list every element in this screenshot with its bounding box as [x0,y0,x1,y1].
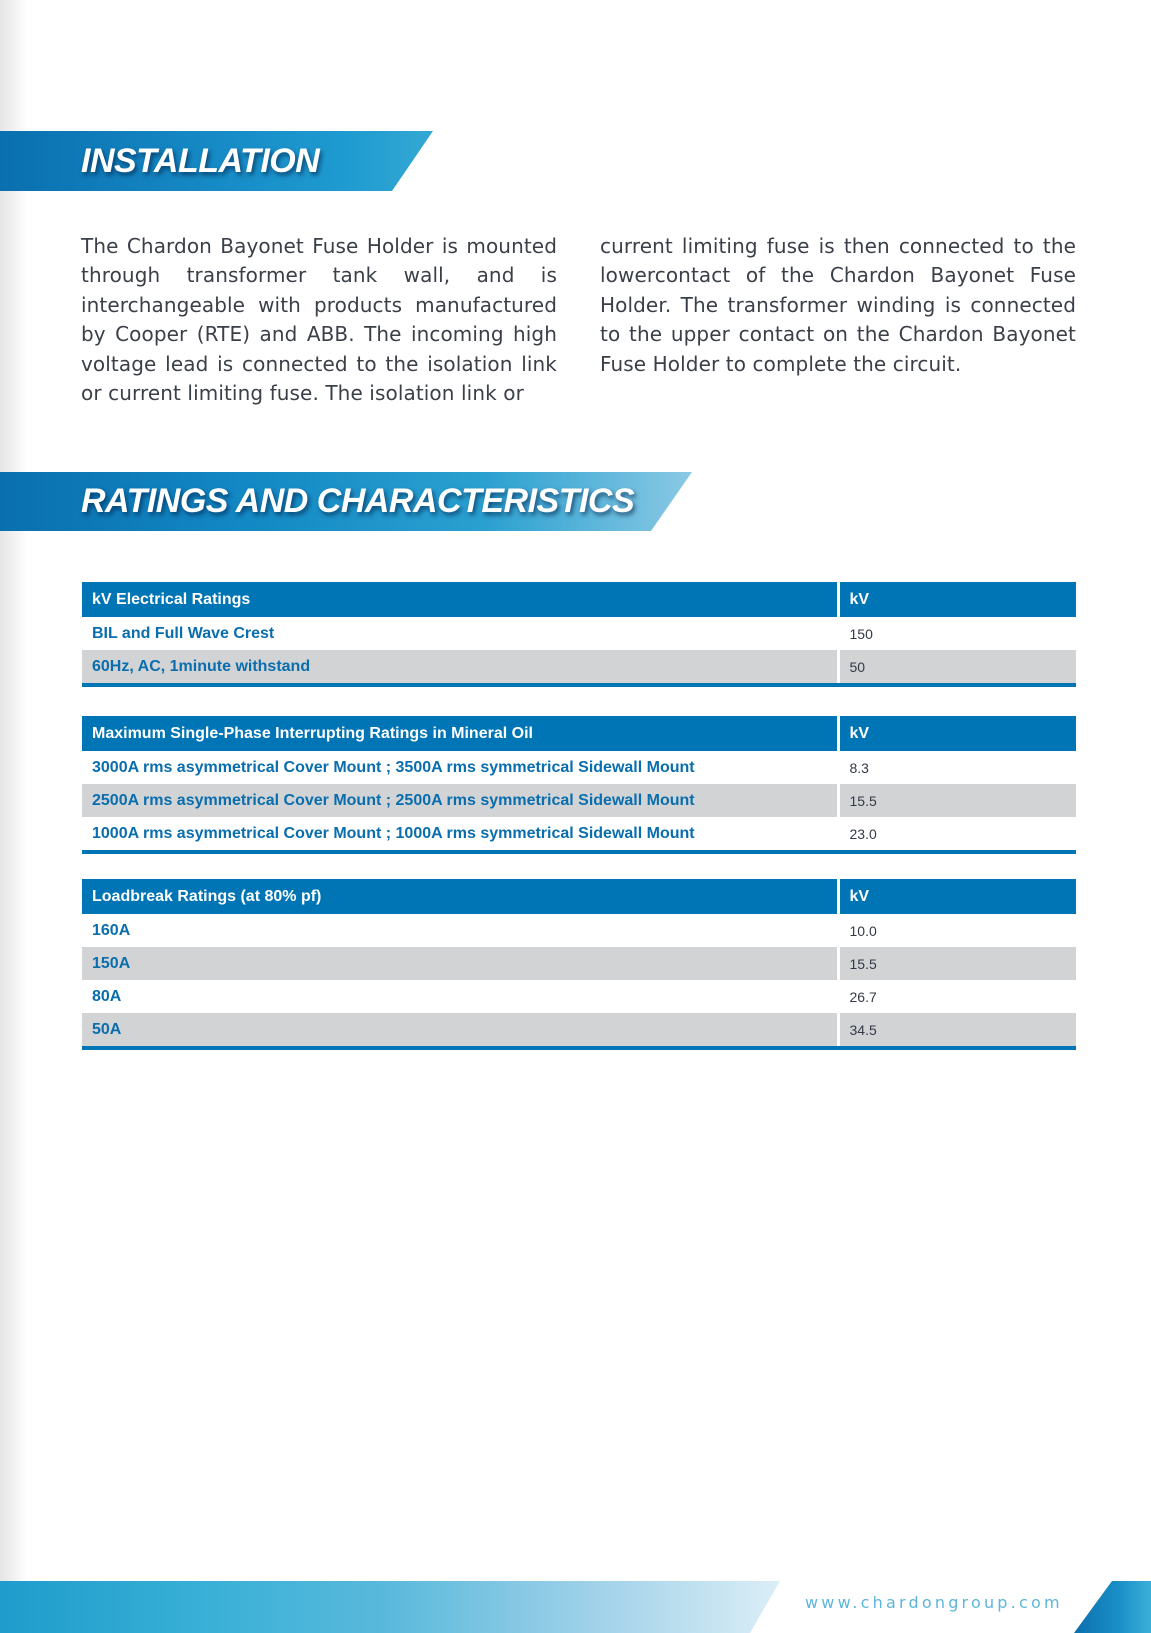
table-row [82,980,1076,1013]
row-value: 50 [838,650,1076,683]
table-row [82,914,1076,947]
table-row [82,650,1076,683]
page-footer [0,1581,1151,1633]
installation-text [81,232,1076,408]
installation-heading: INSTALLATION [81,141,320,180]
row-label: 3000A rms asymmetrical Cover Mount ; 3500A rms symmetrical Sidewall Mount [92,758,695,776]
row-label: 1000A rms asymmetrical Cover Mount ; 1000A rms symmetrical Sidewall Mount [92,824,695,842]
table-row [82,817,1076,850]
row-value: 23.0 [838,817,1076,850]
row-value: 15.5 [838,784,1076,817]
table-header-label: Loadbreak Ratings (at 80% pf) [92,887,322,905]
ratings-section-banner [0,472,692,531]
row-label: 150A [92,954,131,972]
table-header-unit: kV [838,582,1076,617]
footer-accent-shape [1074,1581,1151,1633]
interrupting-ratings-table [82,716,1076,854]
row-value: 8.3 [838,751,1076,784]
table-header-row [82,716,1076,751]
website-link[interactable]: www.chardongroup.com [805,1593,1063,1612]
table-row [82,1013,1076,1046]
table-header-label: kV Electrical Ratings [92,590,251,608]
table-header-row [82,582,1076,617]
table-header-row [82,879,1076,914]
table-header-unit: kV [838,716,1076,751]
table-row [82,751,1076,784]
row-value: 34.5 [838,1013,1076,1046]
installation-section-banner [0,131,433,191]
row-label: 160A [92,921,131,939]
table-row [82,617,1076,650]
table-bottom-rule [82,850,1076,854]
row-label: 60Hz, AC, 1minute withstand [92,657,311,675]
page-edge-shade [0,0,28,1633]
row-label: BIL and Full Wave Crest [92,624,275,642]
table-header-unit: kV [838,879,1076,914]
row-label: 50A [92,1020,122,1038]
row-value: 26.7 [838,980,1076,1013]
ratings-heading: RATINGS AND CHARACTERISTICS [81,482,635,520]
table-row [82,784,1076,817]
loadbreak-ratings-table [82,879,1076,1050]
installation-paragraph-col2: current limiting fuse is then connected to the lowercontact of the Chardon Bayonet Fuse Holder. The transformer winding is connected to the upper contact on the Chardon Bayonet Fuse Holder to complete the circuit. [600,234,1076,376]
table-bottom-rule [82,1046,1076,1050]
row-value: 15.5 [838,947,1076,980]
table-header-label: Maximum Single-Phase Interrupting Ratings in Mineral Oil [92,724,533,742]
installation-paragraph-col1: The Chardon Bayonet Fuse Holder is mounted through transformer tank wall, and is interchangeable with products manufactured by Cooper (RTE) and ABB. The incoming high voltage lead is connected to the isolation link or current limiting fuse. The isolation link or [81,234,557,406]
electrical-ratings-table [82,582,1076,687]
row-label: 2500A rms asymmetrical Cover Mount ; 2500A rms symmetrical Sidewall Mount [92,791,695,809]
table-row [82,947,1076,980]
row-value: 10.0 [838,914,1076,947]
row-value: 150 [838,617,1076,650]
table-bottom-rule [82,683,1076,687]
row-label: 80A [92,987,122,1005]
footer-gradient-bar [0,1581,780,1633]
